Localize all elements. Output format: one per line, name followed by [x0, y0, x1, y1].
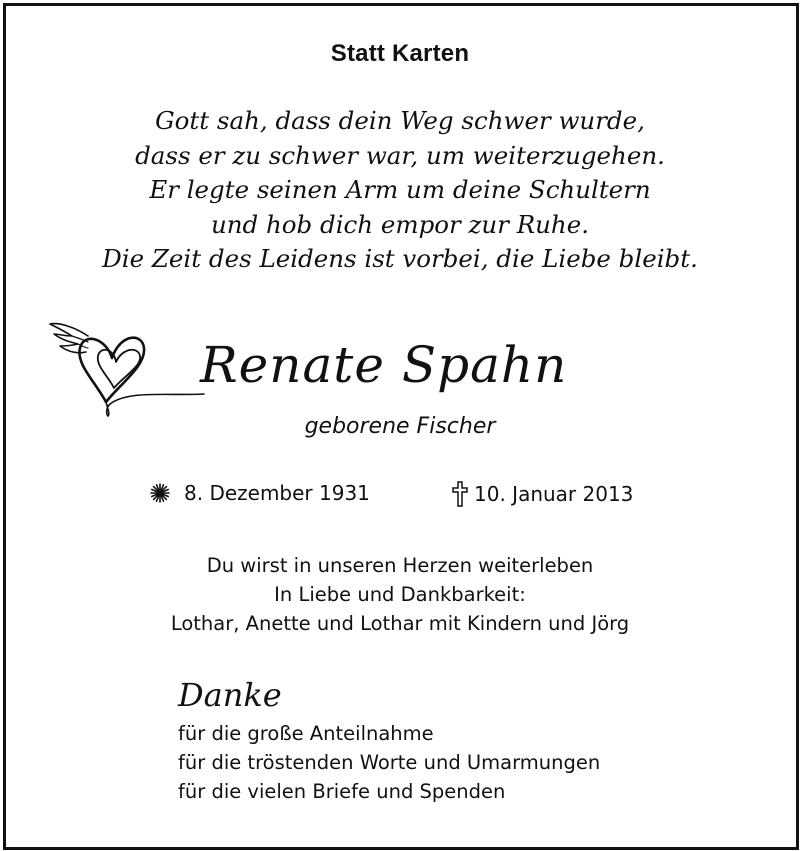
poem-line: Die Zeit des Leidens ist vorbei, die Liebe bleibt.: [102, 244, 698, 273]
notice-heading: Statt Karten: [330, 40, 470, 67]
winged-heart-icon: [48, 318, 208, 418]
birth-date: 8. Dezember 1931: [184, 481, 370, 505]
maiden-name: geborene Fischer: [304, 414, 496, 439]
thanks-item: für die große Anteilnahme: [178, 722, 434, 745]
birth-date-group: [150, 481, 370, 505]
mourners-line: Lothar, Anette und Lothar mit Kindern und Jörg: [170, 612, 630, 635]
thanks-item: für die tröstenden Worte und Umarmungen: [178, 751, 601, 774]
poem-line: Gott sah, dass dein Weg schwer wurde,: [155, 106, 645, 135]
thanks-title: Danke: [178, 676, 282, 714]
star-birth-icon: [150, 483, 170, 503]
poem-line: dass er zu schwer war, um weiterzugehen.: [135, 140, 665, 170]
cross-death-icon: [452, 481, 468, 507]
poem: [0, 104, 800, 277]
poem-line: und hob dich empor zur Ruhe.: [211, 209, 589, 239]
mourners-block: [0, 551, 800, 638]
mourners-line: Du wirst in unseren Herzen weiterleben: [206, 554, 594, 577]
thanks-item: für die vielen Briefe und Spenden: [178, 780, 506, 803]
death-date-group: [452, 481, 633, 507]
mourners-line: In Liebe und Dankbarkeit:: [274, 583, 526, 606]
death-date: 10. Januar 2013: [474, 482, 634, 506]
poem-line: Er legte seinen Arm um deine Schultern: [149, 175, 651, 204]
life-dates: [0, 481, 800, 511]
deceased-name: Renate Spahn: [200, 336, 568, 394]
thanks-list: [178, 719, 600, 806]
